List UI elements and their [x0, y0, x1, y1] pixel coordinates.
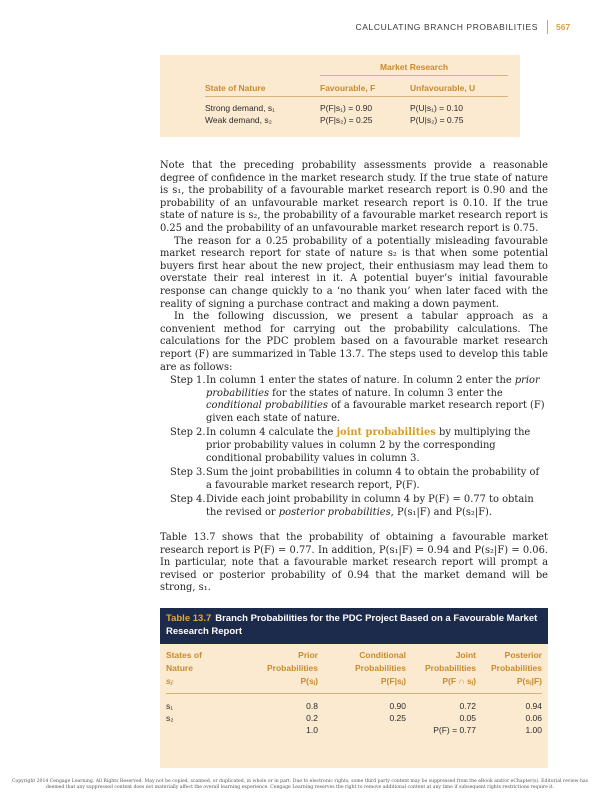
step-text: In column 4 calculate the: [206, 427, 337, 439]
paragraph: Note that the preceding probability assessments provide a reasonable degree of confidence in the market research study. If the true state of nature is s₁, the probability of a favourable market research report is 0.90 and the probability of an unfavourable market research report is 0.10. If the true state of nature is s₂, the probability of a favourable market research report is 0.25 and the probability of an unfavourable market research report is 0.75.: [160, 160, 548, 234]
step-text: , P(s₁|F) and P(s₂|F).: [390, 506, 493, 518]
table-header: Probabilities: [266, 663, 318, 673]
step-text: for the states of nature. In column 3 enter the: [269, 387, 503, 399]
emphasized-term: conditional probabilities: [206, 400, 328, 412]
step-item: [170, 494, 548, 519]
table-cell: P(F|s₁) = 0.90: [320, 103, 373, 113]
table-cell: 0.8: [306, 701, 318, 711]
body-text-top: [160, 160, 548, 374]
table-cell: 0.94: [525, 701, 542, 711]
step-text: of a favourable market research report (F) given each state of nature.: [206, 400, 545, 424]
table-cell: 1.00: [525, 725, 542, 735]
table-caption: [160, 608, 548, 644]
table-header: sⱼ: [166, 676, 173, 686]
table-header: Joint: [455, 650, 476, 660]
step-text: by multiplying the prior probability values in column 2 by the corresponding conditional probability values in column 3.: [206, 427, 531, 464]
table-number: Table 13.7: [166, 613, 212, 624]
step-label: Step 4.: [170, 494, 206, 506]
table-cell: Weak demand, s₂: [205, 115, 272, 125]
table-13-7: [160, 608, 548, 768]
table-header: P(sⱼ): [300, 676, 318, 686]
col-header-state: State of Nature: [205, 83, 266, 93]
market-research-group-label: Market Research: [379, 62, 449, 72]
table-header: Prior: [298, 650, 318, 660]
footer-line: Copyright 2014 Cengage Learning. All Rights Reserved. May not be copied, scanned, or duplicated, in whole or in part. Due to electronic rights, some third party content may be suppressed from the eBook and/or eChapter(s). Editorial review has: [11, 779, 589, 784]
col-header-favourable: Favourable, F: [320, 83, 376, 93]
table-cell: P(U|s₁) = 0.10: [410, 103, 464, 113]
step-text: Sum the joint probabilities in column 4 to obtain the probability of a favourable market research report, P(F).: [206, 467, 540, 491]
table-cell: 0.72: [459, 701, 476, 711]
step-item: [170, 375, 548, 425]
running-header: [0, 22, 600, 36]
table-header: Nature: [166, 663, 193, 673]
col-header-unfavourable: Unfavourable, U: [410, 83, 476, 93]
emphasized-term: posterior probabilities: [278, 506, 391, 518]
table-header: P(F ∩ sⱼ): [442, 676, 476, 686]
header-divider: [547, 20, 548, 34]
header-rule: [205, 96, 508, 97]
table-cell: 1.0: [306, 725, 318, 735]
table-header: Probabilities: [424, 663, 476, 673]
step-text: Divide each joint probability in column 4 by P(F) = 0.77 to obtain the revised or: [206, 494, 534, 518]
table-header: Probabilities: [490, 663, 542, 673]
table-header: Conditional: [359, 650, 406, 660]
table-cell: 0.90: [389, 701, 406, 711]
table-header: Posterior: [504, 650, 542, 660]
paragraph: Table 13.7 shows that the probability of obtaining a favourable market research report is P(F) = 0.77. In addition, P(s₁|F) = 0.94 and P(s₂|F) = 0.06. In particular, note that a favourable market research report will prompt a revised or posterior probability of 0.94 that the market demand will be strong, s₁.: [160, 532, 548, 594]
step-label: Step 1.: [170, 375, 206, 386]
paragraph: The reason for a 0.25 probability of a potentially misleading favourable market research report for state of nature s₂ is that when some potential buyers first hear about the new project, their enthusiasm may lead them to overstate their real interest in it. A potential buyer’s initial favourable response can change quickly to a ‘no thank you’ when later faced with the reality of signing a purchase contract and making a down payment.: [160, 235, 548, 310]
table-header: P(F|sⱼ): [380, 676, 406, 686]
emphasized-term: prior probabilities: [206, 375, 540, 399]
table-header: States of: [166, 650, 202, 660]
table-body: [160, 644, 548, 768]
table-header: P(sⱼ|F): [516, 676, 542, 686]
market-research-table: [160, 55, 520, 137]
table-title: Branch Probabilities for the PDC Project Based on a Favourable Market Research Report: [166, 613, 538, 637]
footer-line: deemed that any suppressed content does not materially affect the overall learning experience. Cengage Learning reserves the right to remove additional content at any time if subsequent rights restrictions require it.: [45, 785, 555, 790]
table-cell: 0.06: [525, 713, 542, 723]
table-cell: s₂: [166, 713, 174, 723]
table-cell: Strong demand, s₁: [205, 103, 275, 113]
step-item: [170, 467, 548, 492]
table-cell: P(U|s₂) = 0.75: [410, 115, 464, 125]
copyright-footer: [0, 779, 600, 791]
step-item: [170, 427, 548, 465]
step-label: Step 3.: [170, 467, 206, 479]
paragraph: In the following discussion, we present a tabular approach as a convenient method for carrying out the probability calculations. The calculations for the PDC problem based on a favourable market research report (F) are summarized in Table 13.7. The steps used to develop this table are as follows:: [160, 311, 548, 373]
step-text: In column 1 enter the states of nature. In column 2 enter the: [206, 375, 515, 386]
table-header: Probabilities: [354, 663, 406, 673]
table-cell: P(F|s₂) = 0.25: [320, 115, 373, 125]
emphasized-term: joint probabilities: [336, 427, 436, 439]
table-cell: 0.2: [306, 713, 318, 723]
body-text-bottom: [160, 532, 548, 595]
page-number: 567: [556, 22, 571, 32]
running-title: CALCULATING BRANCH PROBABILITIES: [355, 22, 538, 32]
step-label: Step 2.: [170, 427, 206, 439]
table-cell: s₁: [166, 701, 174, 711]
steps-list: [170, 375, 548, 522]
table-cell: 0.05: [459, 713, 476, 723]
group-rule: [320, 75, 508, 76]
header-rule: [166, 693, 542, 694]
table-cell: P(F) = 0.77: [433, 725, 476, 735]
table-cell: 0.25: [389, 713, 406, 723]
